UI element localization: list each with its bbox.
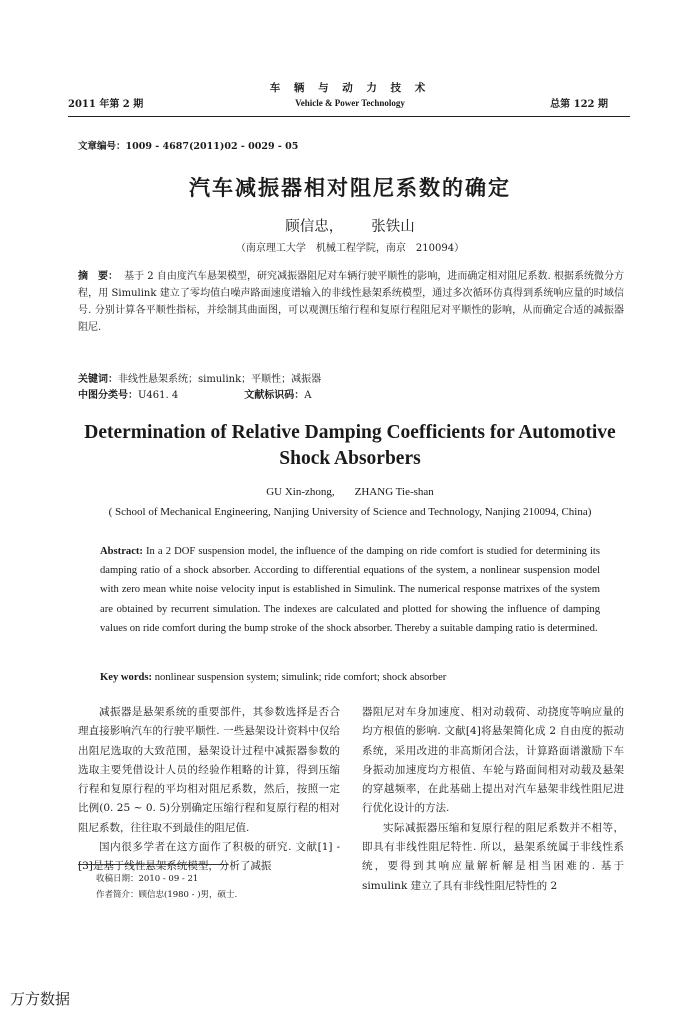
footnote-received: 收稿日期：2010 - 09 - 21 [96,874,199,884]
abstract-cn-label: 摘 要： [78,271,119,282]
abstract-cn [78,268,624,336]
footnote-divider [78,864,228,865]
affiliation-en: ( School of Mechanical Engineering, Nanjing University of Science and Technology, Nanjing 210094, China) [108,506,592,518]
keywords-en-label: Key words: [100,672,153,683]
title-cn: 汽车减振器相对阻尼系数的确定 [189,176,511,200]
journal-name-cn: 车 辆 与 动 力 技 术 [269,82,431,94]
author-2-cn: 张铁山 [371,219,415,235]
abstract-cn-text: 基于 2 自由度汽车悬架模型，研究减振器阻尼对车辆行驶平顺性的影响，进而确定相对阻尼系数. 根据系统微分方程，用 Simulink 建立了零均值白噪声路面速度谱输入的非线性悬架系统模型，通过多次循环仿真得到系统响应量的时域信号. 分别计算各平顺性指标，并绘制其曲面图，可以观测压缩行程和复原行程阻尼对平顺性的影响，从而确定合适的减振器阻尼. [78,271,625,333]
body-column-right [362,703,624,896]
author-1-cn: 顾信忠， [285,219,344,235]
doc-code-label: 文献标识码： [244,390,305,401]
keywords-cn-text: 非线性悬架系统；simulink；平顺性；减振器 [118,374,322,385]
author-1-en: GU Xin-zhong, [266,486,335,498]
affiliation-cn: （南京理工大学 机械工程学院，南京 210094） [235,243,465,254]
header-journal [230,80,470,108]
body-paragraph: 减振器是悬架系统的重要部件，其参数选择是否合理直接影响汽车的行驶平顺性. 一些悬架设计资料中仅给出阻尼选取的大致范围，悬架设计过程中减振器参数的选取主要凭借设计人员的经验作粗略的计算，得到压缩行程和复原行程的平均相对阻尼系数，然后，按照一定比例(0. 25 ~ 0. 5)分别确定压缩行程和复原行程的相对阻尼系数，往往取不到最佳的阻尼值. [78,706,340,834]
clc-value: U461. 4 [138,390,179,401]
clc-label: 中图分类号： [78,390,138,401]
abstract-en-label: Abstract: [100,546,143,557]
header-divider [68,116,630,117]
doc-code-value: A [304,390,312,401]
keywords-cn-label: 关键词： [78,374,118,385]
classification [78,386,311,401]
watermark: 万方数据 [10,990,71,1008]
title-en: Determination of Relative Damping Coefficients for Automotive Shock Absorbers [84,422,616,469]
keywords-en [100,672,600,683]
header-issue: 2011 年第 2 期 [68,99,144,110]
header-total-issue: 总第 122 期 [550,99,608,110]
author-2-en: ZHANG Tie-shan [354,486,434,498]
journal-name-en: Vehicle & Power Technology [295,98,405,108]
authors-cn [0,215,700,236]
authors-en [0,486,700,498]
body-paragraph: 国内很多学者在这方面作了积极的研究. 文献[1] - [3]是基于线性悬架系统模型，分析了减振 [78,841,340,873]
body-paragraph: 器阻尼对车身加速度、相对动载荷、动挠度等响应量的均方根值的影响. 文献[4]将悬架简化成 2 自由度的振动系统，采用改进的非高斯闭合法，计算路面谱激励下车身振动加速度均方根值、车轮与路面间相对动载及悬架的穿越频率，在此基础上提出对汽车悬架非线性阻尼进行优化设计的方法. [362,706,624,815]
keywords-cn [78,370,321,385]
body-paragraph: 实际减振器压缩和复原行程的阻尼系数并不相等，即具有非线性阻尼特性. 所以，悬架系统属于非线性系统，要得到其响应量解析解是相当困难的. 基于 simulink 建立了具有非线性阻尼特性的 2 [362,821,624,892]
abstract-en [100,542,600,638]
body-column-left [78,703,340,877]
article-number: 文章编号：1009 - 4687(2011)02 - 0029 - 05 [78,141,299,152]
abstract-en-text: In a 2 DOF suspension model, the influence of the damping on ride comfort is studied for determining its damping ratio of a shock absorber. According to differential equations of the system, a nonlinear suspension model with zero mean white noise velocity input is established in Simulink. The numerical response matrixes of the system are obtained by recurrent simulation. The indexes are calculated and plotted for showing the influence of damping values on ride comfort during the bump stroke of the shock absorber. Thereby a suitable damping ratio is determined. [100,546,600,634]
keywords-en-text: nonlinear suspension system; simulink; ride comfort; shock absorber [154,672,447,683]
footnote-author-bio: 作者简介：顾信忠(1980 - )男，硕士. [96,890,238,900]
